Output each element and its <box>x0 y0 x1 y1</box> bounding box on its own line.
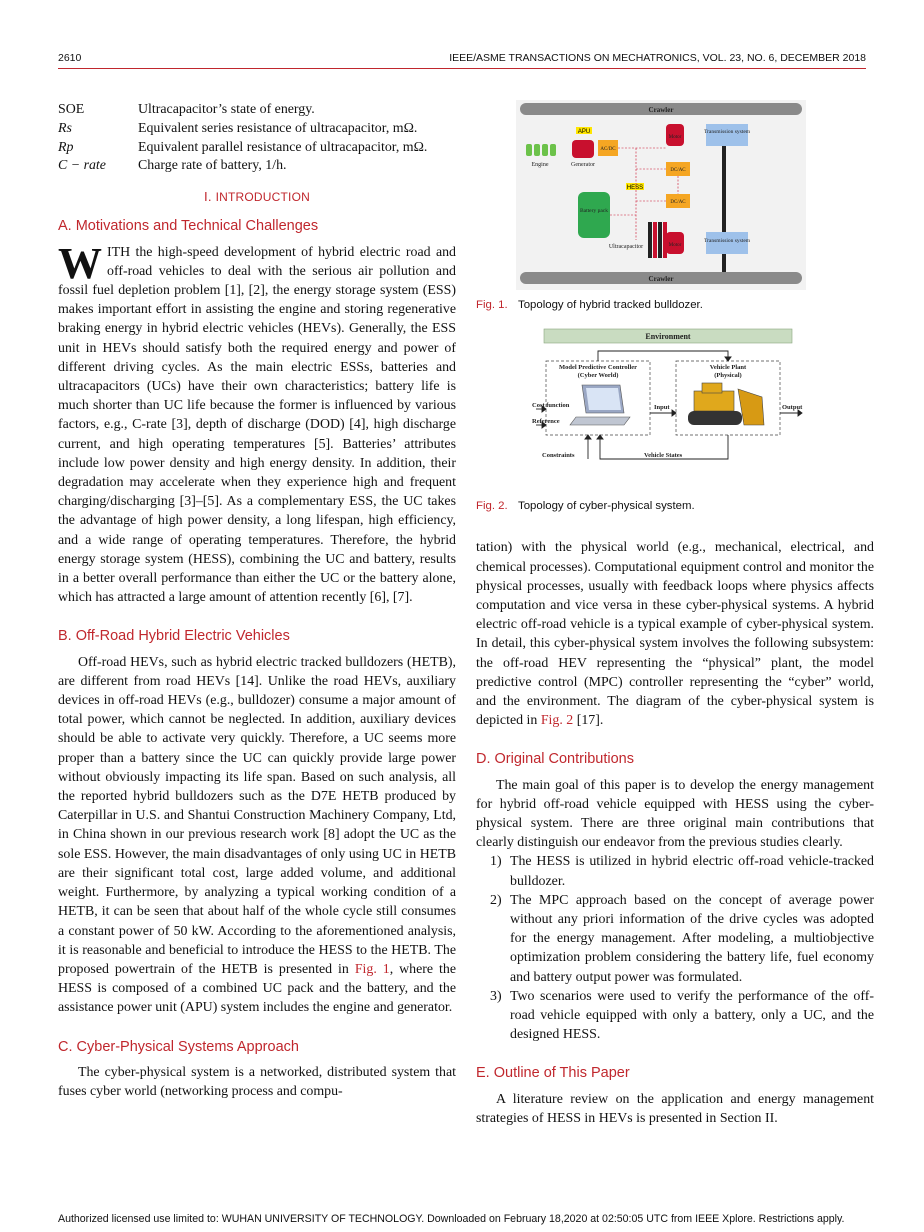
nom-symbol: Rp <box>58 139 74 155</box>
plant-label: Vehicle Plant <box>709 364 747 372</box>
transmission-1-label <box>704 129 751 135</box>
fig2-diagram <box>532 327 804 469</box>
transmission-1-text: Transmission system <box>703 129 751 135</box>
license-footer: Authorized licensed use limited to: WUHAN UNIVERSITY OF TECHNOLOGY. Downloaded on February 18,2020 at 02:50:05 UTC from IEEE Xplore. Restrictions apply. <box>58 1213 845 1225</box>
list-item <box>476 852 874 890</box>
paragraph-text: Off-road HEVs, such as hybrid electric tracked bulldozers (HETB), are different from road HEVs [14]. Unlike the road HEVs, auxiliary devices in off-road HEVs (e.g., bulldozer) consume a major amount of total power, which cannot be neglected. In addition, auxiliary devices should be able to activate very quickly. Therefore, a UC seems more proper than a battery since the UC can quickly provide large power without obviously impacting its life span. Based on such analysis, all the reported hybrid bulldozers such as the D7E HETB produced by Caterpillar in U.S. and Shantui Construction Machinery Company, Ltd, in China shown in our previous research work [8] adopt the UC as the sole ESS. However, the main disadvantages of only using UC in HETB are their significant total cost, large added volume, and additional weight. Furthermore, by analyzing a typical working condition of a HETB, it can be seen that about half of the whole cycle still consumes a constant power of 50 kW. According to the aforementioned analysis, it is reasonable and beneficial to introduce the HESS to the HETB. The proposed powertrain of the HETB is presented in <box>58 654 456 977</box>
dcac-2-label: DC/AC <box>670 200 686 205</box>
fig1-diagram <box>516 100 806 290</box>
nomenclature-row <box>58 138 456 157</box>
motor-2-label: Motor <box>668 243 682 248</box>
crawler-bottom-label: Crawler <box>648 275 674 283</box>
dcac-1-label: DC/AC <box>670 168 686 173</box>
list-number: 3) <box>490 988 502 1004</box>
transmission-2-text: Transmission system <box>703 238 751 244</box>
fig1-caption <box>476 296 874 315</box>
nom-definition: Equivalent parallel resistance of ultracapacitor, mΩ. <box>138 139 428 155</box>
paragraph-off-road <box>58 653 456 1018</box>
paragraph-contributions: The main goal of this paper is to develop the energy management for hybrid off-road vehicle equipped with HESS using the cyber-physical system. There are three original main contributions that clearly distinguish our endeavor from the previous studies clearly. <box>476 777 874 851</box>
nom-definition: Equivalent series resistance of ultracapacitor, mΩ. <box>138 120 418 136</box>
input-label: Input <box>654 404 670 412</box>
subsection-heading-b: B. Off-Road Hybrid Electric Vehicles <box>58 628 290 645</box>
journal-title: IEEE/ASME TRANSACTIONS ON MECHATRONICS, VOL. 23, NO. 6, DECEMBER 2018 <box>449 52 866 64</box>
subsection-heading-c: C. Cyber-Physical Systems Approach <box>58 1038 299 1055</box>
section-title: INTRODUCTION <box>215 190 310 205</box>
nom-symbol: C − rate <box>58 158 106 174</box>
battery-pack-label: Battery pack <box>580 208 608 214</box>
cost-function-label: Cost function <box>532 402 570 410</box>
fig1-caption-text: Topology of hybrid tracked bulldozer. <box>518 299 703 311</box>
subsection-heading-a: A. Motivations and Technical Challenges <box>58 218 319 235</box>
paragraph-outline: A literature review on the application and energy management strategies of HESS in HEVs is presented in Section II. <box>476 1091 874 1126</box>
drop-cap: W <box>58 238 102 288</box>
list-text: Two scenarios were used to verify the performance of the off-road vehicle equipped with only a battery, only a UC, and the designed HESS. <box>510 988 874 1043</box>
cyber-label: (Cyber World) <box>577 372 619 380</box>
paragraph-cyber-physical: The cyber-physical system is a networked, distributed system that fuses cyber world (networking process and compu- <box>58 1064 456 1099</box>
contributions-list <box>476 852 874 1044</box>
generator-block <box>572 140 594 158</box>
list-text: The HESS is utilized in hybrid electric off-road vehicle-tracked bulldozer. <box>510 854 874 889</box>
running-head <box>58 52 866 68</box>
reference-label: Reference <box>532 418 560 426</box>
paragraph-motivations <box>58 238 456 608</box>
nom-definition: Ultracapacitor’s state of energy. <box>138 102 315 117</box>
fig2-label: Fig. 2. <box>476 500 508 513</box>
section-heading-introduction <box>58 187 456 207</box>
nomenclature-row <box>58 156 456 175</box>
fig1-link[interactable]: Fig. 1 <box>354 961 390 977</box>
paragraph-text: [17]. <box>573 713 604 729</box>
paragraph-text: ITH the high-speed development of hybrid electric road and off-road vehicles to deal with the serious air pollution and fossil fuel depletion problem [1], [2], the energy storage system (ESS) makes important effort in assisting the engine and storing regenerative braking energy in hybrid electric vehicles (HEVs). Generally, the ESS unit in HEVs should satisfy both the required energy and power of different driving cycles. As the main electric ESSs, batteries and ultracapacitors (UCs) have their own characteristics; battery life is much shorter than UC life because the former is influenced by various factors, e.g., C-rate [3], depth of discharge (DOD) [4], high discharge current, and high operating temperatures [5]. Batteries’ attributes include low power density and high energy density. In addition, their degradation may accelerate when they experience high and frequent charging/discharging [3]–[5]. As a complementary ESS, the UC takes the advantage of high power density, a long lifespan, high efficiency, and a wide range of operating temperatures. Therefore, the hybrid energy storage system (HESS), combining the UC and battery, results in a better overall performance than either the UC or the battery alone, which has attracted a large amount of attention recently [6], [7]. <box>58 244 456 606</box>
mpc-label: Model Predictive Controller <box>558 364 638 372</box>
list-number: 1) <box>490 854 502 870</box>
fig1-background <box>516 100 806 290</box>
list-number: 2) <box>490 892 502 908</box>
header-rule <box>58 68 866 69</box>
subsection-heading-d: D. Original Contributions <box>476 751 634 768</box>
fig2-link[interactable]: Fig. 2 <box>540 713 574 729</box>
nom-definition: Charge rate of battery, 1/h. <box>138 158 287 174</box>
fig2-caption <box>476 497 874 516</box>
figure-1 <box>476 100 874 315</box>
generator-label: Generator <box>571 162 595 168</box>
acdc-label: AC/DC <box>600 147 616 152</box>
engine-label: Engine <box>531 162 549 168</box>
physical-label: (Physical) <box>714 372 742 380</box>
page-number: 2610 <box>58 52 82 64</box>
paragraph-text: tation) with the physical world (e.g., mechanical, electrical, and chemical processes). Computational equipment control and monitor the physical processes, usually with feedback loops where physics affects computation and vice versa in these cyber-physical systems. A hybrid electric off-road vehicle is a typical example of cyber-physical system. In detail, this cyber-physical system involves the following subsystem: the off-road HEV representing the “physical” plant, the model predictive control (MPC) controller representing the “cyber” world, and the environment. The diagram of the cyber-physical system is depicted in <box>476 540 874 729</box>
list-item <box>476 891 874 987</box>
list-item <box>476 987 874 1045</box>
fig2-caption-text: Topology of cyber-physical system. <box>518 500 695 513</box>
section-number: I. <box>203 189 212 205</box>
laptop-image <box>570 385 630 425</box>
nom-symbol: Rs <box>58 120 72 136</box>
environment-label: Environment <box>645 332 691 342</box>
nomenclature <box>58 100 456 175</box>
vehicle-states-label: Vehicle States <box>644 452 683 460</box>
transmission-1-block <box>706 124 748 146</box>
list-text: The MPC approach based on the concept of average power without any priori information of the drive cycles was adopted for the energy management. After modeling, a multiobjective optimization problem considering the battery life, fuel economy and battery output power was formulated. <box>510 892 874 985</box>
nom-symbol: SOE <box>58 102 85 117</box>
hess-label: HESS <box>626 185 644 191</box>
paragraph-text: , where the HESS is composed of a combined UC pack and the battery, and the assistance power unit (APU) system includes the engine and generator. <box>58 961 456 1016</box>
battery-pack-block <box>578 192 610 238</box>
nomenclature-row <box>58 119 456 138</box>
crawler-top-label: Crawler <box>648 106 674 114</box>
paragraph-cyber-physical-cont <box>476 538 874 730</box>
left-column <box>58 100 456 1101</box>
bulldozer-image <box>688 383 764 425</box>
figure-2 <box>476 327 874 469</box>
transmission-2-label <box>704 238 751 244</box>
fig1-label: Fig. 1. <box>476 299 508 311</box>
nomenclature-row <box>58 100 456 119</box>
motor-1-label: Motor <box>668 135 682 140</box>
apu-label: APU <box>577 129 591 135</box>
output-label: Output <box>782 404 803 412</box>
subsection-heading-e: E. Outline of This Paper <box>476 1065 630 1082</box>
constraints-label: Constraints <box>542 452 575 460</box>
ultracapacitor-label: Ultracapacitor <box>608 244 644 250</box>
right-column <box>476 100 874 1128</box>
